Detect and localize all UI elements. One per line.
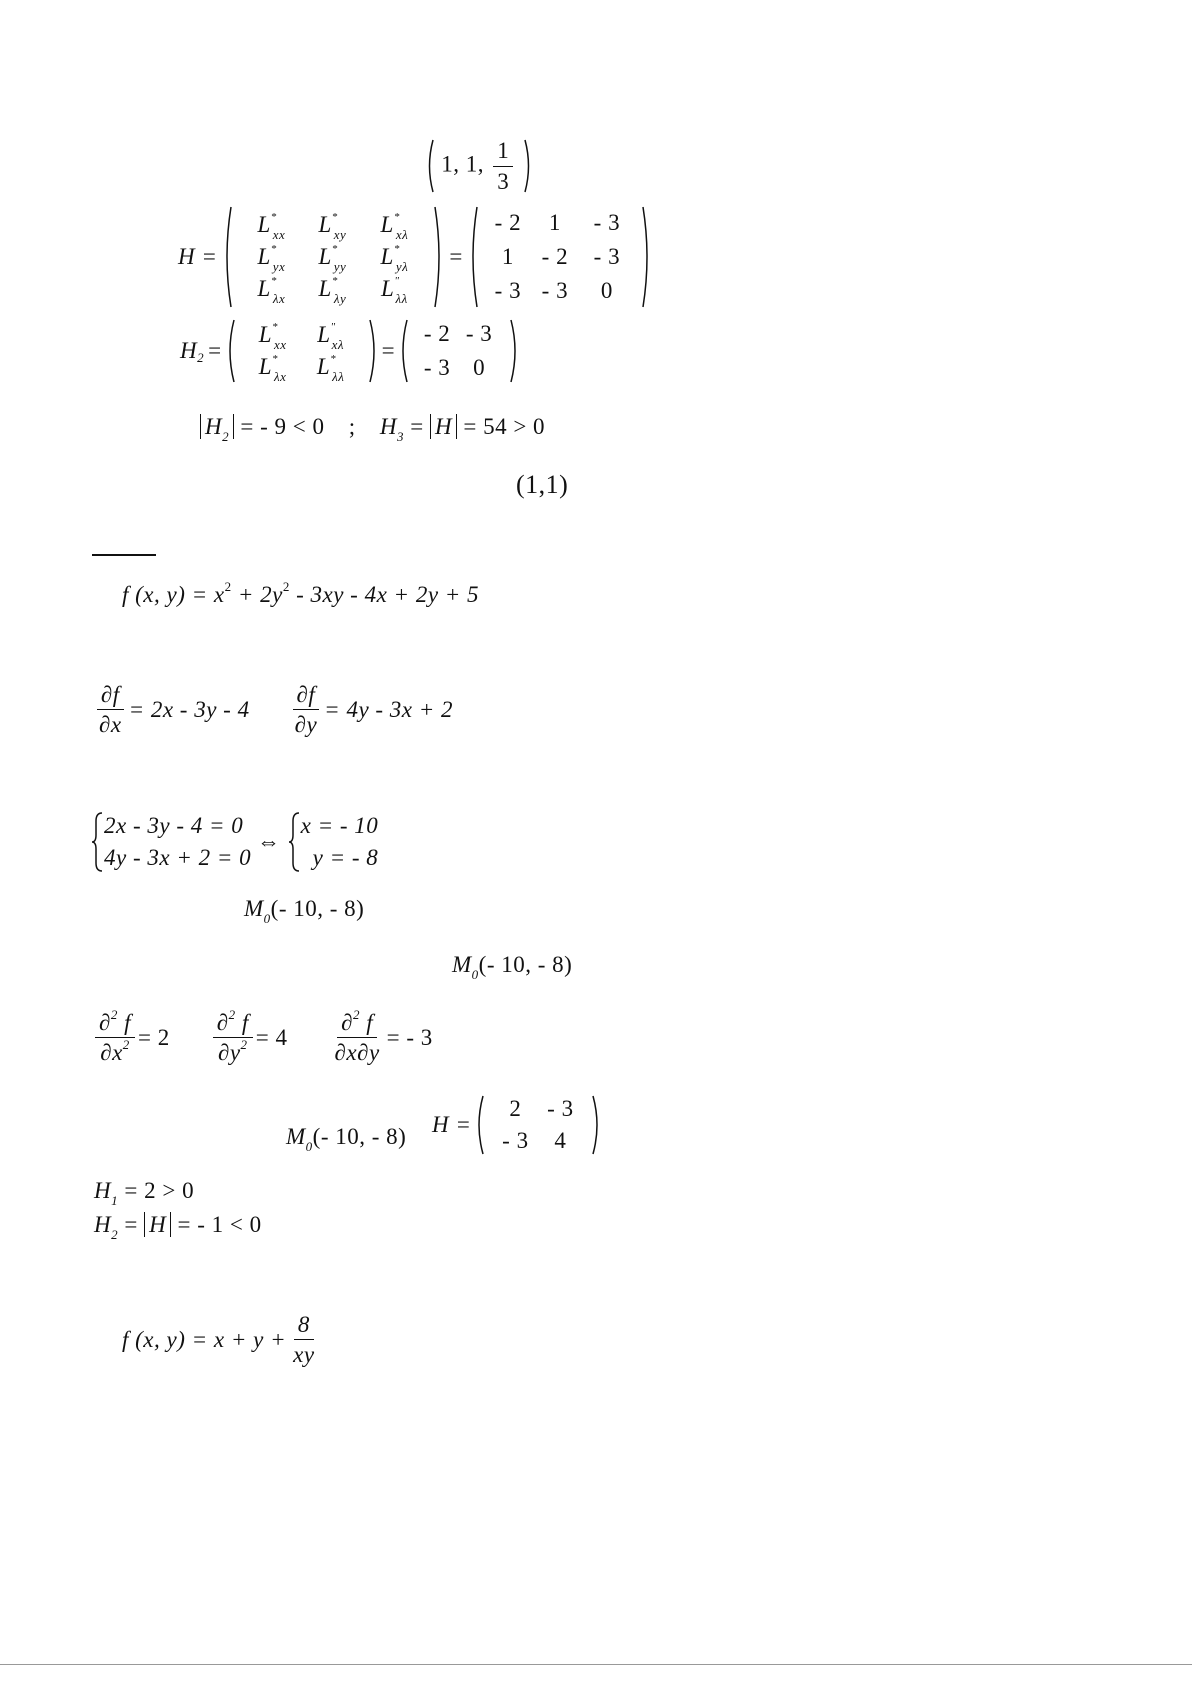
l-symbol: L [380,212,394,237]
matrix-symbol-cell [363,275,425,306]
equals-sign: = [449,244,463,269]
prime-mark: " [394,275,400,287]
function-2-fraction [289,1312,318,1368]
d2f-dxdy [331,1007,384,1066]
right-paren-icon [591,1094,601,1156]
solution-x: x = - 10 [300,813,379,838]
f-sym: f [235,1010,249,1035]
d2f-dx2-rhs: = 2 [138,1024,170,1050]
system-eq-2: 4y - 3x + 2 = 0 [104,845,252,870]
h2-sub: 2 [111,1227,119,1242]
h1-value: = 2 > 0 [124,1178,195,1203]
fraction-denominator: 3 [497,168,510,194]
m0-sub: 0 [305,1139,313,1154]
exponent: 2 [228,1007,236,1022]
matrix-value-cell: 1 [548,210,561,235]
left-brace-icon [289,811,301,873]
matrix-value-cell: - 3 [593,244,621,269]
den-sym: ∂y [217,1040,241,1066]
exponent: 2 [224,579,232,594]
left-paren-icon [226,318,236,384]
det-h3-sub: 3 [397,429,404,444]
matrix-value-cell: - 3 [541,278,569,303]
l-symbol: L [380,244,394,269]
left-paren-icon [425,138,435,194]
l-subscript: xλ [331,337,345,352]
matrix-symbol-cell [241,275,301,306]
left-paren-icon [469,205,479,309]
point-fraction [493,138,513,194]
den-sym: ∂x [100,1040,123,1066]
m0-sub: 0 [471,967,479,982]
l-subscript: xx [273,337,287,352]
function-1 [122,579,480,608]
h1-sub: 1 [111,1193,119,1208]
hessian2-matrix [485,1094,591,1156]
exponent: 2 [282,579,290,594]
system-eq-1: 2x - 3y - 4 = 0 [104,813,244,838]
exponent: 2 [110,1007,118,1022]
l-subscript: xy [333,227,347,242]
matrix-symbol-cell [244,353,302,384]
numeric-hessian-matrix [479,208,641,306]
prime-mark: * [393,243,400,255]
prime-mark: * [270,275,277,287]
det-h2-symbol: H [205,414,223,439]
left-brace-icon [92,811,104,873]
section-underline [92,554,156,556]
matrix-symbol-cell [363,211,425,242]
m0-coords: (- 10, - 8) [270,896,365,921]
exponent: 2 [352,1007,360,1022]
det-h3-value: = 54 > 0 [463,414,546,439]
matrix-symbol-cell [241,211,301,242]
d2f-dy2 [213,1007,253,1066]
bordered-hessian-3x3 [178,205,651,309]
m0-coords: (- 10, - 8) [478,952,573,977]
stationary-point-top [425,138,533,194]
right-paren-icon [368,318,378,384]
matrix-symbol-cell [244,321,302,352]
equals-sign: = [208,338,222,363]
df-dx [95,682,126,738]
df-dx-rhs: = 2x - 3y - 4 [128,696,250,722]
l-symbol: L [258,322,272,347]
remaining-terms: - 3xy - 4x + 2y + 5 [289,582,480,607]
exponent: 2 [240,1037,248,1053]
prime-mark: * [272,353,279,365]
matrix-value-cell: - 2 [541,244,569,269]
det-h2-sub: 2 [222,429,230,444]
hessian-lhs: H = [178,244,218,269]
fraction-denominator: xy [293,1342,315,1368]
system-equations [104,810,251,874]
separator: ; [348,414,356,439]
stationary-point-m0-c [286,1124,407,1154]
l-subscript: xλ [395,227,409,242]
m0-symbol: M [286,1124,306,1149]
l-symbol: L [258,354,273,379]
l-subscript: λx [274,369,287,384]
partial-sym: ∂ [99,1010,111,1035]
matrix-value-cell: - 3 [494,278,522,303]
l-subscript: yλ [395,259,409,274]
matrix-value-cell: - 3 [547,1096,574,1121]
l-symbol: L [257,212,271,237]
h2-symbol: H [94,1212,112,1237]
matrix-value-cell: 2 [509,1096,522,1121]
matrix-symbol-cell [301,211,363,242]
equals-sign: = [381,338,396,363]
l-subscript: λx [272,291,286,306]
m0-coords: (- 10, - 8) [312,1124,407,1149]
equation-system [92,810,378,874]
h1-line [94,1178,195,1208]
h2-lhs: H [180,338,198,363]
l-symbol: L [381,276,395,301]
l-subscript: yy [333,259,347,274]
term-x: x [213,582,225,607]
l-symbol: L [318,212,332,237]
submatrix-h2 [180,318,519,384]
matrix-symbol-cell [301,275,363,306]
l-symbol: L [318,244,332,269]
matrix-symbol-cell [241,243,301,274]
point-coords: 1, 1, [441,151,484,177]
df-dx-num: ∂f [97,682,124,710]
function-2 [122,1312,322,1368]
stationary-point-m0-a [244,896,365,926]
matrix-symbol-cell [301,243,363,274]
m0-symbol: M [244,896,264,921]
h2-subscript: 2 [197,350,205,365]
first-partials [92,682,453,738]
det-h2-value: = - 9 < 0 [240,414,325,439]
l-symbol: L [317,322,331,347]
prime-mark: * [271,321,278,333]
matrix-value-cell: 0 [600,278,613,303]
prime-mark: * [270,243,277,255]
prime-mark: * [331,243,338,255]
matrix-value-cell: 4 [554,1128,567,1153]
matrix-symbol-cell [302,353,360,384]
l-subscript: λλ [395,291,408,306]
hessian-2x2 [432,1094,601,1156]
l-subscript: yx [272,259,286,274]
stationary-point-m0-b [452,952,573,982]
d2f-dy2-rhs: = 4 [255,1024,288,1050]
df-dy-den: ∂y [294,712,318,738]
m0-symbol: M [452,952,472,977]
det-h3-symbol: H [379,414,397,439]
matrix-value-cell: - 2 [494,210,522,235]
prime-mark: * [331,211,338,223]
df-dy-num: ∂f [293,682,320,710]
fraction-numerator: 8 [294,1312,314,1340]
right-paren-icon [433,205,443,309]
l-symbol: L [318,276,332,301]
partial-sym: ∂ [341,1010,353,1035]
determinant-line [200,414,546,444]
prime-mark: " [330,321,336,333]
symbolic-h2-matrix [236,320,368,382]
df-dy-rhs: = 4y - 3x + 2 [324,696,454,722]
l-symbol: L [257,244,271,269]
l-symbol: L [257,276,271,301]
det-h2 [200,414,234,444]
h2-value: = - 1 < 0 [177,1212,262,1237]
symbolic-hessian-matrix [233,210,433,304]
page-bottom-rule [0,1664,1192,1665]
f-sym: f [359,1010,374,1035]
d2f-dxdy-rhs: = - 3 [386,1024,433,1050]
fraction-numerator: 1 [493,138,513,166]
right-paren-icon [509,318,519,384]
prime-mark: * [331,275,338,287]
left-paren-icon [475,1094,485,1156]
df-dy [291,682,322,738]
hessian2-lhs: H = [432,1112,472,1137]
df-dx-den: ∂x [99,712,122,738]
point-1-1: (1,1) [516,470,569,499]
matrix-symbol-cell [302,321,360,352]
den-sym: ∂x∂y [334,1040,380,1066]
function-2-lhs: f (x, y) = x + y + [122,1326,287,1352]
l-subscript: xx [272,227,286,242]
prime-mark: * [393,211,400,223]
h2-line [94,1212,262,1242]
second-partials [92,1007,433,1066]
matrix-value-cell: - 3 [593,210,621,235]
f-sym: f [117,1010,132,1035]
det-h-abs: H [430,414,457,439]
exponent: 2 [122,1037,130,1053]
matrix-value-cell: - 3 [423,355,451,380]
l-subscript: λy [333,291,347,306]
partial-sym: ∂ [216,1010,229,1035]
prime-mark: * [270,211,277,223]
left-paren-icon [223,205,233,309]
m0-sub: 0 [263,911,271,926]
numeric-h2-matrix [409,319,509,383]
l-symbol: L [316,354,331,379]
right-paren-icon [523,138,533,194]
matrix-value-cell: - 3 [502,1128,529,1153]
solution-y: y = - 8 [312,845,379,870]
term-2y: + 2y [231,582,283,607]
det-h-abs: H [144,1212,171,1237]
matrix-value-cell: 1 [501,244,514,269]
system-solution [301,810,379,874]
matrix-value-cell: - 3 [465,321,493,346]
l-subscript: λλ [332,369,345,384]
matrix-symbol-cell [363,243,425,274]
h1-symbol: H [94,1178,112,1203]
iff-symbol: ⇔ [257,829,281,854]
function-1-lhs: f (x, y) = [122,582,208,607]
prime-mark: * [330,353,337,365]
right-paren-icon [641,205,651,309]
matrix-value-cell: 0 [473,355,486,380]
left-paren-icon [399,318,409,384]
equals-sign: = [410,414,424,439]
d2f-dx2 [95,1007,135,1066]
equals-sign: = [124,1212,138,1237]
matrix-value-cell: - 2 [423,321,451,346]
